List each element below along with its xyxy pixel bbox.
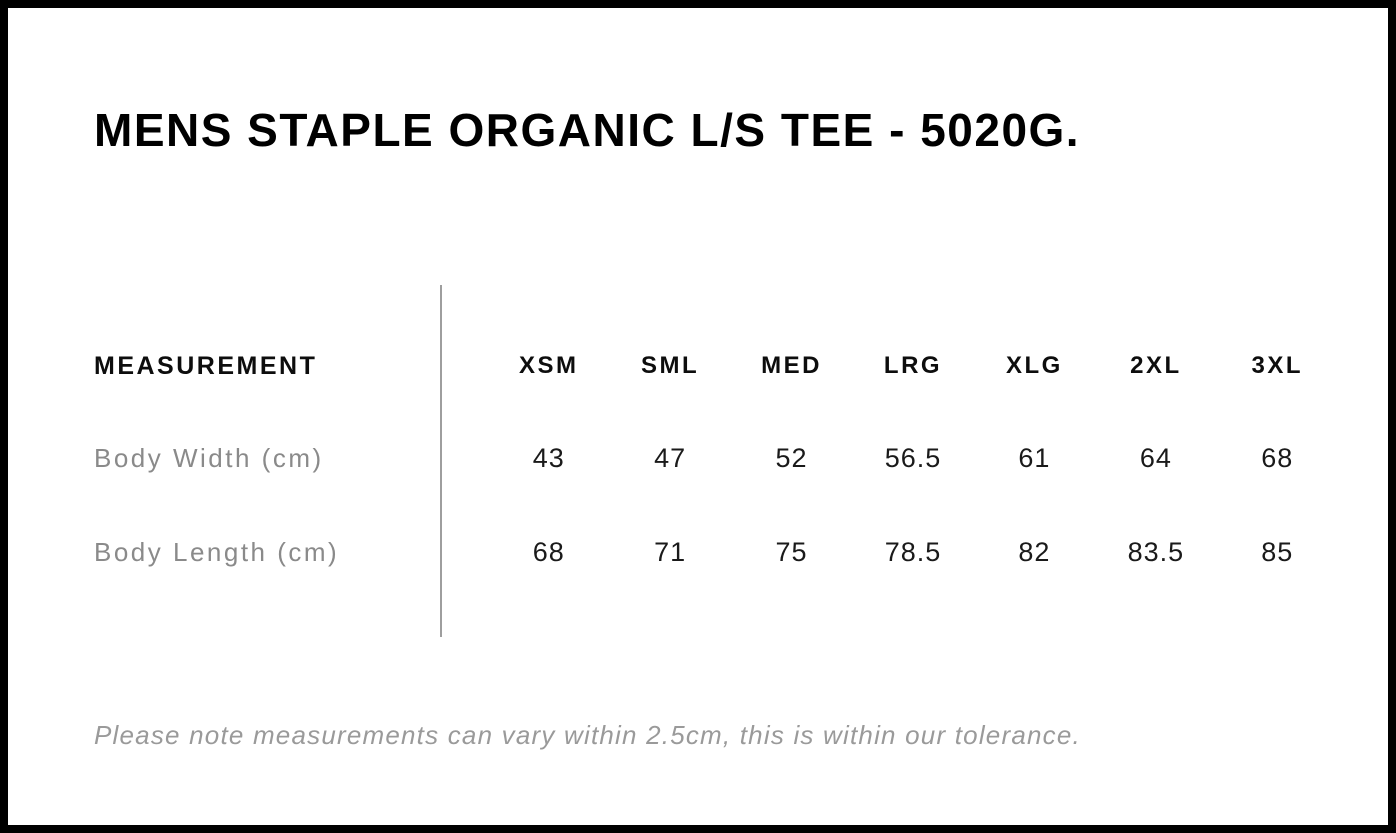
body-length-value-xlg: 82 — [1018, 537, 1051, 567]
body-length-value-xsm: 68 — [532, 537, 565, 567]
body-width-value-sml: 47 — [654, 443, 687, 473]
body-width-value-3xl: 68 — [1261, 443, 1294, 473]
body-length-value-lrg: 78.5 — [884, 537, 942, 567]
size-chart-table — [94, 285, 1338, 637]
page-title: MENS STAPLE ORGANIC L/S TEE - 5020G. — [94, 104, 1081, 156]
size-column-header-lrg: LRG — [883, 352, 943, 379]
body-length-value-sml: 71 — [654, 537, 687, 567]
size-column-header-xsm: XSM — [518, 352, 579, 379]
size-column-header-3xl: 3XL — [1251, 352, 1304, 379]
size-column-header-xlg: XLG — [1006, 352, 1063, 379]
body-width-value-xlg: 61 — [1018, 443, 1051, 473]
table-row-body-length — [94, 537, 1338, 568]
table-row-body-width — [94, 443, 1338, 474]
size-column-header-med: MED — [761, 352, 822, 379]
body-width-value-xsm: 43 — [532, 443, 565, 473]
body-width-value-lrg: 56.5 — [884, 443, 942, 473]
body-length-value-med: 75 — [775, 537, 808, 567]
size-column-header-2xl: 2XL — [1130, 352, 1182, 379]
tolerance-note: Please note measurements can vary within 2.5cm, this is within our tolerance. — [94, 720, 1081, 750]
row-label-body-length: Body Length (cm) — [94, 537, 340, 567]
body-length-value-3xl: 85 — [1261, 537, 1294, 567]
body-width-value-2xl: 64 — [1139, 443, 1172, 473]
row-label-body-width: Body Width (cm) — [94, 443, 324, 473]
size-column-header-sml: SML — [641, 352, 700, 379]
table-header-row — [94, 352, 1338, 381]
body-width-value-med: 52 — [775, 443, 808, 473]
measurement-column-header: MEASUREMENT — [94, 352, 318, 380]
body-length-value-2xl: 83.5 — [1127, 537, 1185, 567]
